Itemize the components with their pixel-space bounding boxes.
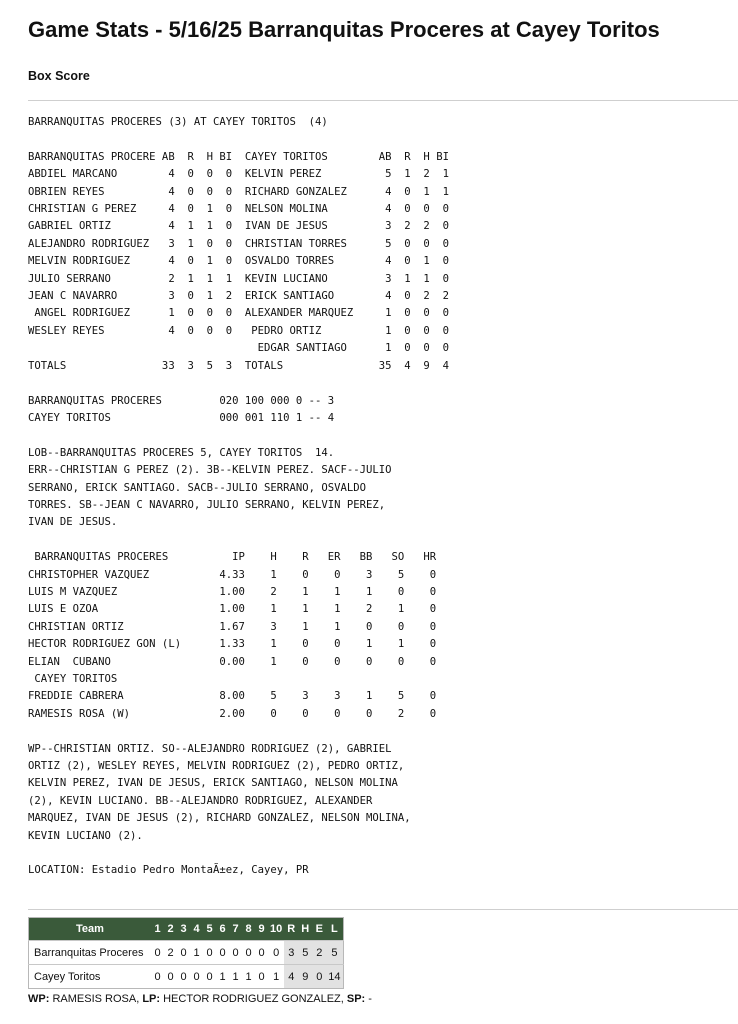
inning-header: 7	[229, 918, 242, 941]
inning-header: 6	[216, 918, 229, 941]
inning-header: 5	[203, 918, 216, 941]
errors-total: 2	[312, 941, 326, 965]
save-pitcher: -	[368, 993, 372, 1005]
sp-label: SP:	[346, 993, 366, 1005]
inning-header: 2	[164, 918, 177, 941]
line-score-header-row	[29, 918, 344, 941]
runs-total: 4	[284, 965, 298, 989]
runs-header: R	[284, 918, 298, 941]
inning-score: 0	[229, 941, 242, 965]
lp-label: LP:	[142, 993, 161, 1005]
top-divider	[28, 100, 738, 101]
line-score-table	[28, 917, 344, 989]
inning-score: 1	[190, 941, 203, 965]
inning-score: 0	[255, 941, 268, 965]
table-row	[29, 941, 344, 965]
inning-header: 3	[177, 918, 190, 941]
inning-score: 0	[203, 941, 216, 965]
inning-header: 9	[255, 918, 268, 941]
pitcher-decisions	[28, 993, 372, 1005]
errors-header: E	[312, 918, 326, 941]
inning-score: 0	[268, 941, 284, 965]
inning-score: 1	[268, 965, 284, 989]
team-name: Cayey Toritos	[29, 965, 152, 989]
inning-header: 10	[268, 918, 284, 941]
inning-score: 0	[216, 941, 229, 965]
winning-pitcher: RAMESIS ROSA,	[52, 993, 140, 1005]
inning-score: 0	[151, 941, 164, 965]
inning-score: 0	[190, 965, 203, 989]
table-row	[29, 965, 344, 989]
inning-score: 0	[242, 941, 255, 965]
team-name: Barranquitas Proceres	[29, 941, 152, 965]
errors-total: 0	[312, 965, 326, 989]
bottom-divider	[28, 909, 738, 910]
hits-total: 5	[298, 941, 312, 965]
page-title: Game Stats - 5/16/25 Barranquitas Proceres at Cayey Toritos	[28, 17, 660, 42]
box-score-heading: Box Score	[28, 69, 90, 83]
hits-header: H	[298, 918, 312, 941]
inning-score: 1	[242, 965, 255, 989]
runs-total: 3	[284, 941, 298, 965]
team-column-header: Team	[29, 918, 152, 941]
box-score-text: BARRANQUITAS PROCERES (3) AT CAYEY TORITOS (4) BARRANQUITAS PROCERE AB R H BI CAYEY TORITOS AB R H BI ABDIEL MARCANO 4 0 0 0 KELVIN PEREZ 5 1 2 1 OBRIEN REYES 4 0 0 0 RICHARD GONZALEZ 4 0 1 1 CHRISTIAN G PEREZ 4 0 1 0 NELSON MOLINA 4 0 0 0 GABRIEL ORTIZ 4 1 1 0 IVAN DE JESUS 3 2 2 0 ALEJANDRO RODRIGUEZ 3 1 0 0 CHRISTIAN TORRES 5 0 0 0 MELVIN RODRIGUEZ 4 0 1 0 OSVALDO TORRES 4 0 1 0 JULIO SERRANO 2 1 1 1 KEVIN LUCIANO 3 1 1 0 JEAN C NAVARRO 3 0 1 2 ERICK SANTIAGO 4 0 2 2 ANGEL RODRIGUEZ 1 0 0 0 ALEXANDER MARQUEZ 1 0 0 0 WESLEY REYES 4 0 0 0 PEDRO ORTIZ 1 0 0 0 EDGAR SANTIAGO 1 0 0 0 TOTALS 33 3 5 3 TOTALS 35 4 9 4 BARRANQUITAS PROCERES 020 100 000 0 -- 3 CAYEY TORITOS 000 001 110 1 -- 4 LOB--BARRANQUITAS PROCERES 5, CAYEY TORITOS 14. ERR--CHRISTIAN G PEREZ (2). 3B--KELVIN PEREZ. SACF--JULIO SERRANO, ERICK SANTIAGO. SACB--JULIO SERRANO, OSVALDO TORRES. SB--JEAN C NAVARRO, JULIO SERRANO, KELVIN PEREZ, IVAN DE JESUS. BARRANQUITAS PROCERES IP H R ER BB SO HR CHRISTOPHER VAZQUEZ 4.33 1 0 0 3 5 0 LUIS M VAZQUEZ 1.00 2 1 1 1 0 0 LUIS E OZOA 1.00 1 1 1 2 1 0 CHRISTIAN ORTIZ 1.67 3 1 1 0 0 0 HECTOR RODRIGUEZ GON (L) 1.33 1 0 0 1 1 0 ELIAN CUBANO 0.00 1 0 0 0 0 0 CAYEY TORITOS FREDDIE CABRERA 8.00 5 3 3 1 5 0 RAMESIS ROSA (W) 2.00 0 0 0 0 2 0 WP--CHRISTIAN ORTIZ. SO--ALEJANDRO RODRIGUEZ (2), GABRIEL ORTIZ (2), WESLEY REYES, MELVIN RODRIGUEZ (2), PEDRO ORTIZ, KELVIN PEREZ, IVAN DE JESUS, ERICK SANTIAGO, NELSON MOLINA (2), KEVIN LUCIANO. BB--ALEJANDRO RODRIGUEZ, ALEXANDER MARQUEZ, IVAN DE JESUS (2), RICHARD GONZALEZ, NELSON MOLINA, KEVIN LUCIANO (2). LOCATION: Estadio Pedro MontaÃ±ez, Cayey, PR	[28, 116, 449, 877]
inning-score: 2	[164, 941, 177, 965]
lob-header: L	[326, 918, 343, 941]
hits-total: 9	[298, 965, 312, 989]
inning-score: 0	[177, 965, 190, 989]
inning-score: 1	[229, 965, 242, 989]
wp-label: WP:	[28, 993, 50, 1005]
inning-score: 0	[177, 941, 190, 965]
inning-score: 1	[216, 965, 229, 989]
inning-score: 0	[203, 965, 216, 989]
lob-total: 14	[326, 965, 343, 989]
inning-score: 0	[164, 965, 177, 989]
inning-score: 0	[151, 965, 164, 989]
inning-score: 0	[255, 965, 268, 989]
inning-header: 1	[151, 918, 164, 941]
losing-pitcher: HECTOR RODRIGUEZ GONZALEZ,	[163, 993, 344, 1005]
inning-header: 4	[190, 918, 203, 941]
lob-total: 5	[326, 941, 343, 965]
inning-header: 8	[242, 918, 255, 941]
